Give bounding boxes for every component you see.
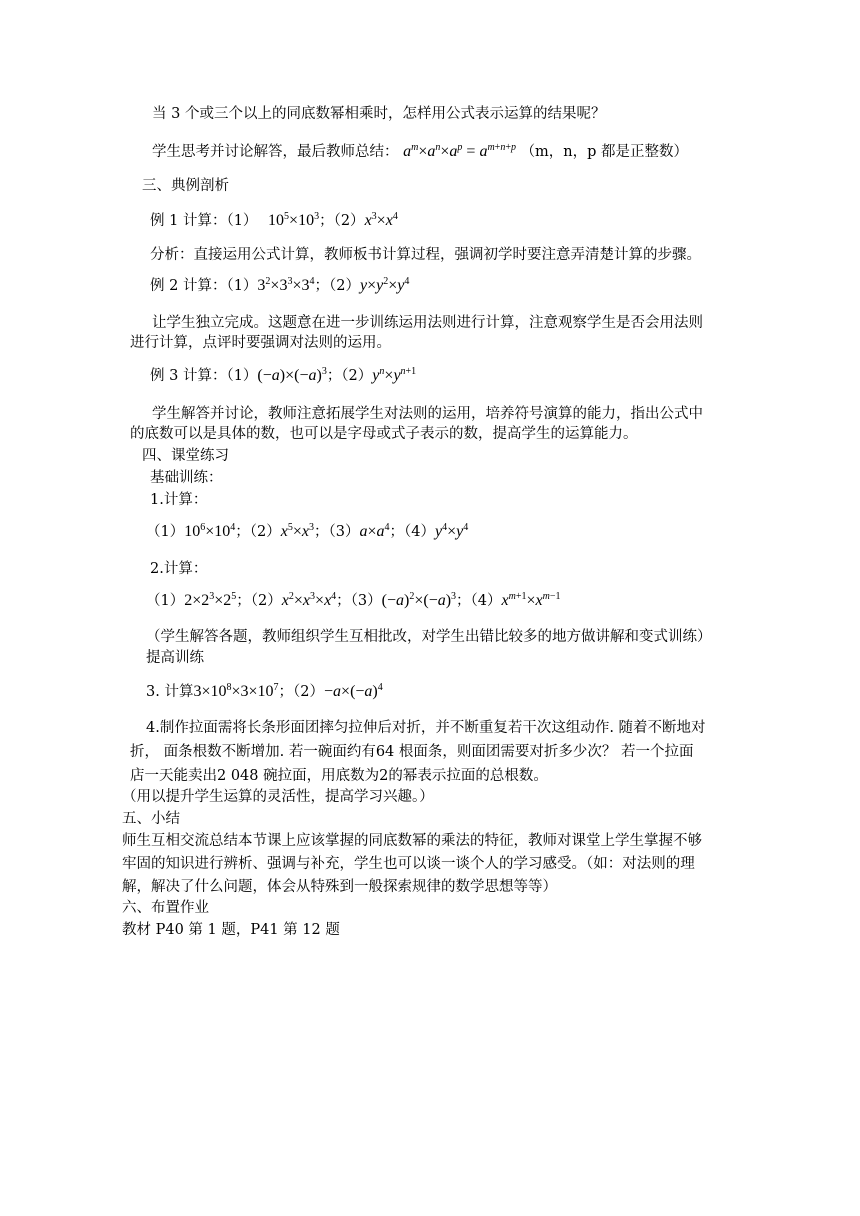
section-heading: 五、小结 — [122, 811, 180, 827]
paragraph: 进行计算，点评时要强调对法则的运用。 — [130, 335, 391, 351]
formula: $10^5\times 10^3$ — [268, 211, 320, 229]
formula: $x^2\times x^3\times x^4$ — [281, 591, 337, 609]
question-label: 1.计算： — [150, 492, 208, 508]
example-3 — [150, 366, 416, 386]
formula: $(-a)^2\times(-a)^3$ — [381, 591, 457, 609]
label: ；（2） — [236, 593, 282, 609]
example-1 — [150, 211, 398, 231]
paragraph: 学生解答并讨论，教师注意拓展学生对法则的运用，培养符号演算的能力，指出公式中 — [152, 406, 703, 422]
section-heading: 四、课堂练习 — [142, 448, 229, 464]
label: （1） — [146, 593, 185, 609]
label: ；（2） — [326, 368, 373, 384]
label: 例 1 计算： — [150, 213, 227, 229]
paragraph: 牢固的知识进行辨析、强调与补充，学生也可以谈一谈个人的学习感受。（如：对法则的理 — [122, 856, 695, 872]
label: ；（2） — [319, 213, 365, 229]
question-2-items — [146, 591, 561, 611]
question-label: 2.计算： — [150, 561, 208, 577]
formula: $3^2\times 3^3\times 3^4$ — [257, 276, 315, 294]
section-heading: 六、布置作业 — [122, 900, 209, 916]
subheading: 基础训练： — [150, 470, 223, 486]
formula: $x^3\times x^4$ — [364, 211, 398, 229]
formula: $2\times 2^3\times 2^5$ — [184, 591, 237, 609]
note: （学生解答各题，教师组织学生互相批改，对学生出错比较多的地方做讲解和变式训练） — [146, 629, 712, 645]
formula: $y^4\times y^4$ — [435, 522, 469, 540]
paragraph: 解，解决了什么问题，体会从特殊到一般探索规律的数学思想等等） — [122, 879, 557, 895]
formula-line — [152, 142, 688, 162]
formula: $a\times a^4$ — [359, 522, 390, 540]
label: ；（4） — [389, 524, 435, 540]
section-heading: 三、典例剖析 — [142, 178, 229, 194]
formula: $3\times 10^8\times 3\times 10^7$ — [193, 682, 279, 700]
label: 3. 计算 — [146, 684, 194, 700]
note: （用以提升学生运算的灵活性，提高学习兴趣。） — [122, 789, 434, 805]
label: ；（3） — [336, 593, 382, 609]
text: 学生思考并讨论解答，最后教师总结： — [152, 144, 399, 160]
label: ；（3） — [314, 524, 360, 540]
label: （1） — [226, 213, 258, 229]
label: ；（4） — [456, 593, 502, 609]
label: 例 3 计算：（1） — [150, 368, 258, 384]
label: （1） — [146, 524, 185, 540]
formula: $a^m\times a^n\times a^p = a^{m+n+p}$ — [403, 142, 516, 160]
subheading: 提高训练 — [146, 650, 204, 666]
formula: $-a\times(-a)^4$ — [324, 682, 383, 700]
formula: $y\times y^2\times y^4$ — [359, 276, 410, 294]
formula: $10^6\times 10^4$ — [184, 522, 236, 540]
label: ；（2） — [278, 684, 325, 700]
formula: $(-a)\times(-a)^3$ — [257, 366, 327, 384]
text: （m，n，p 都是正整数） — [520, 144, 689, 160]
paragraph: 4.制作拉面需将长条形面团摔匀拉伸后对折，并不断重复若干次这组动作. 随着不断地对 — [146, 720, 706, 736]
paragraph: 店一天能卖出2 048 碗拉面，用底数为2的幂表示拉面的总根数。 — [130, 768, 548, 784]
label: ；（2） — [314, 278, 360, 294]
formula: $x^{m+1}\times x^{m-1}$ — [501, 591, 561, 609]
label: 例 2 计算：（1） — [150, 278, 258, 294]
paragraph: 折， 面条根数不断增加. 若一碗面约有64 根面条，则面团需要对折多少次？ 若一个拉面 — [130, 744, 694, 760]
formula: $y^n\times y^{n+1}$ — [372, 366, 417, 384]
formula: $x^5\times x^3$ — [280, 522, 314, 540]
paragraph: 当 3 个或三个以上的同底数幂相乘时，怎样用公式表示运算的结果呢？ — [152, 106, 606, 122]
label: ；（2） — [235, 524, 281, 540]
example-2 — [150, 276, 409, 296]
question-1-items — [146, 522, 468, 542]
paragraph: 教材 P40 第 1 题，P41 第 12 题 — [122, 922, 340, 938]
question-3 — [146, 682, 383, 702]
paragraph: 让学生独立完成。这题意在进一步训练运用法则进行计算，注意观察学生是否会用法则 — [152, 315, 703, 331]
paragraph: 的底数可以是具体的数，也可以是字母或式子表示的数，提高学生的运算能力。 — [130, 426, 638, 442]
paragraph: 师生互相交流总结本节课上应该掌握的同底数幂的乘法的特征，教师对课堂上学生掌握不够 — [122, 833, 702, 849]
paragraph: 分析：直接运用公式计算，教师板书计算过程，强调初学时要注意弄清楚计算的步骤。 — [150, 247, 701, 263]
